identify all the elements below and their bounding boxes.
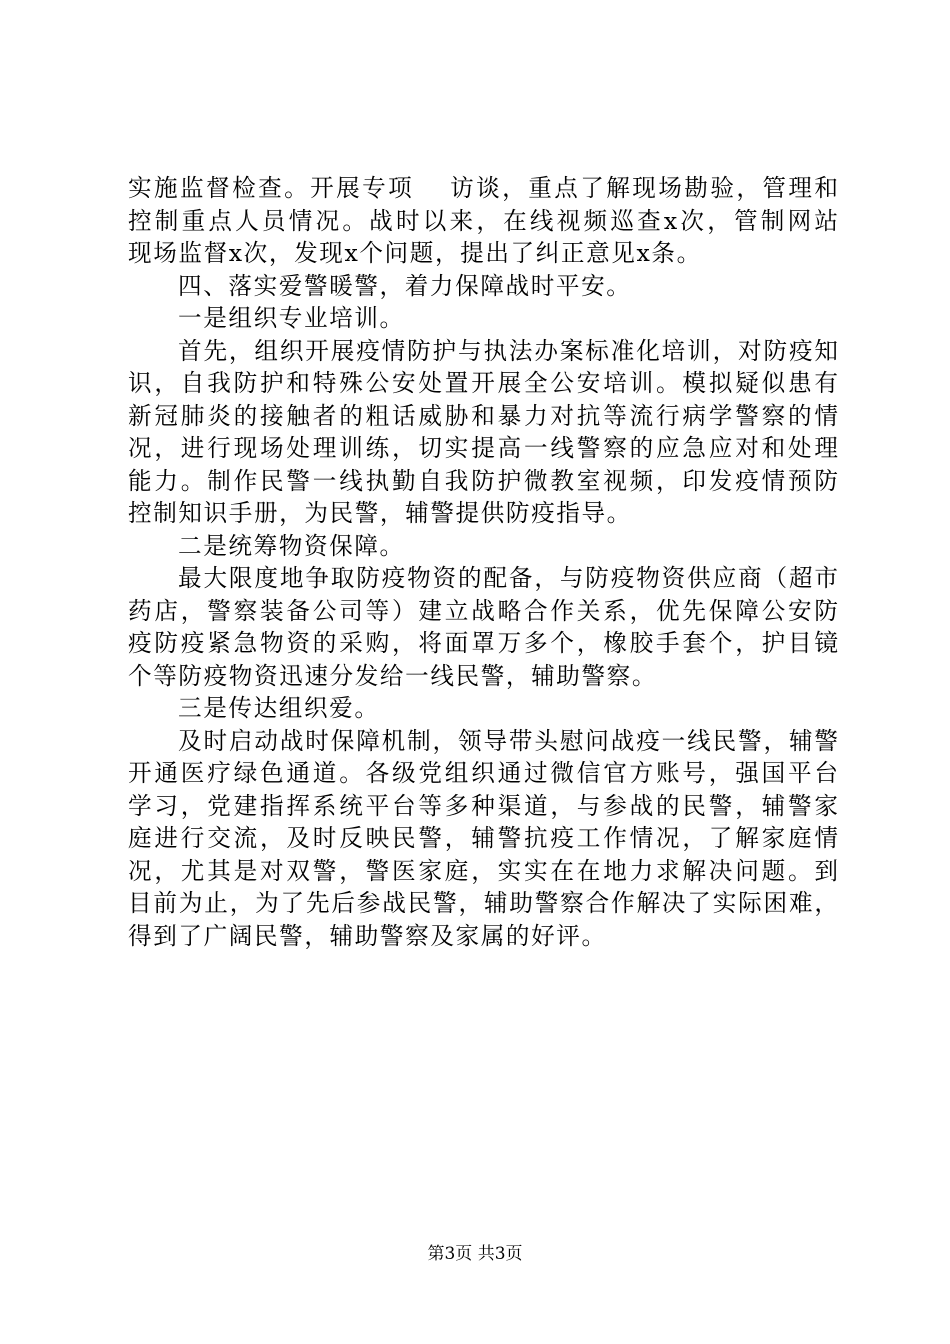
document-body <box>128 172 838 952</box>
text-line: 能力。制作民警一线执勤自我防护微教室视频，印发疫情预防 <box>128 466 838 495</box>
subsection-heading: 一是组织专业培训。 <box>178 304 405 332</box>
text-line: 识，自我防护和特殊公安处置开展全公安培训。模拟疑似患有 <box>128 369 838 397</box>
text-line: 开通医疗绿色通道。各级党组织通过微信官方账号，强国平台 <box>128 759 838 787</box>
text-line: 控制知识手册，为民警，辅警提供防疫指导。 <box>128 499 632 527</box>
text-line: 个等防疫物资迅速分发给一线民警，辅助警察。 <box>128 661 658 690</box>
text-line: 实施监督检查。开展专项 访谈，重点了解现场勘验，管理和 <box>128 174 838 202</box>
text-line: 首先，组织开展疫情防护与执法办案标准化培训，对防疫知 <box>178 336 838 365</box>
text-line: 最大限度地争取防疫物资的配备，与防疫物资供应商（超市 <box>178 564 838 592</box>
page-number-footer: 第3页 共3页 <box>427 1244 523 1264</box>
subsection-heading: 三是传达组织爱。 <box>178 694 380 722</box>
text-line: 学习，党建指挥系统平台等多种渠道，与参战的民警，辅警家 <box>128 791 838 820</box>
text-line: 目前为止，为了先后参战民警，辅助警察合作解决了实际困难， <box>128 889 838 917</box>
text-line: 现场监督x次，发现x个问题，提出了纠正意见x条。 <box>128 239 702 267</box>
subsection-heading: 二是统筹物资保障。 <box>178 531 405 560</box>
text-line: 况，进行现场处理训练，切实提高一线警察的应急应对和处理 <box>128 434 838 462</box>
text-line: 疫防疫紧急物资的采购，将面罩万多个，橡胶手套个，护目镜 <box>128 629 838 657</box>
text-line: 况，尤其是对双警，警医家庭，实实在在地力求解决问题。到 <box>128 856 838 885</box>
section-heading: 四、落实爱警暖警，着力保障战时平安。 <box>178 271 632 300</box>
text-line: 庭进行交流，及时反映民警，辅警抗疫工作情况，了解家庭情 <box>128 824 838 852</box>
text-line: 药店，警察装备公司等）建立战略合作关系，优先保障公安防 <box>128 596 838 625</box>
text-line: 及时启动战时保障机制，领导带头慰问战疫一线民警，辅警 <box>178 726 838 755</box>
text-line: 新冠肺炎的接触者的粗话威胁和暴力对抗等流行病学警察的情 <box>128 401 838 430</box>
text-line: 得到了广阔民警，辅助警察及家属的好评。 <box>128 921 607 950</box>
text-line: 控制重点人员情况。战时以来，在线视频巡查x次，管制网站 <box>128 206 838 235</box>
